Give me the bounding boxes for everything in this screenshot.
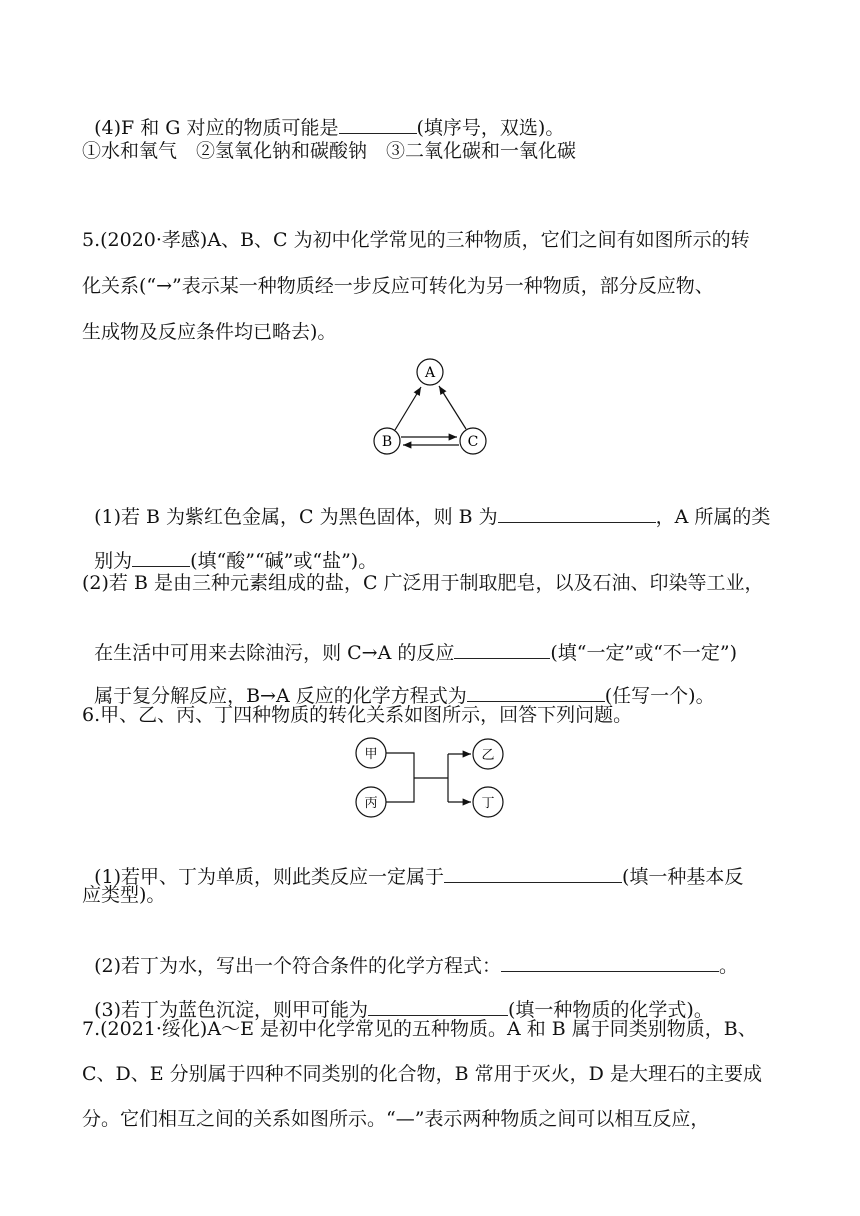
q7-line1: 7.(2021·绥化)A～E 是初中化学常见的五种物质。A 和 B 属于同类别物质，B、	[82, 1018, 757, 1040]
answer-blank[interactable]	[498, 504, 656, 523]
q7-line3: 分。它们相互之间的关系如图所示。“—”表示两种物质之间可以相互反应，	[82, 1108, 710, 1130]
q5-part1-line2	[82, 522, 377, 574]
q5-part2-text3-post: (任写一个)。	[604, 685, 715, 707]
node-a-label: A	[424, 365, 436, 381]
arrow-b-to-a	[395, 387, 421, 430]
q6-part1-text-post: (填一种基本反	[622, 866, 744, 888]
q5-stem-line2: 化关系(“→”表示某一种物质经一步反应可转化为另一种物质，部分反应物、	[82, 275, 714, 297]
node-c-label: C	[467, 434, 479, 450]
q4-options: ①水和氧气 ②氢氧化钠和碳酸钠 ③二氧化碳和一氧化碳	[82, 140, 577, 162]
answer-blank[interactable]	[132, 548, 190, 567]
q5-diagram	[360, 352, 500, 462]
q6-stem: 6.甲、乙、丙、丁四种物质的转化关系如图所示，回答下列问题。	[82, 704, 633, 726]
answer-blank[interactable]	[339, 115, 417, 134]
q6-part1-line2: 应类型)。	[82, 884, 166, 906]
q4-sub4-text: (4)F 和 G 对应的物质可能是	[94, 117, 339, 139]
q6-diagram	[350, 730, 520, 824]
q5-part1-text2: 别为	[94, 550, 133, 572]
answer-blank[interactable]	[501, 953, 719, 972]
node-ding-label: 丁	[481, 796, 495, 811]
answer-blank[interactable]	[467, 683, 605, 702]
answer-blank[interactable]	[368, 997, 508, 1016]
q5-part2-text-post: (填“一定”或“不一定”)	[550, 642, 738, 664]
q6-part1-text: (1)若甲、丁为单质，则此类反应一定属于	[94, 866, 445, 888]
q6-part3-text: (3)若丁为蓝色沉淀，则甲可能为	[94, 999, 369, 1021]
q5-part2-text: 在生活中可用来去除油污，则 C→A 的反应	[94, 642, 455, 664]
node-jia-label: 甲	[364, 747, 378, 762]
q6-part2-text: (2)若丁为水，写出一个符合条件的化学方程式：	[94, 955, 502, 977]
q6-part2-text-post: 。	[719, 955, 739, 977]
answer-blank[interactable]	[444, 864, 622, 883]
q5-stem-line3: 生成物及反应条件均已略去)。	[82, 321, 337, 343]
q5-part1-text: (1)若 B 为紫红色金属，C 为黑色固体，则 B 为	[94, 506, 498, 528]
q4-sub4-text-post: (填序号，双选)。	[416, 117, 565, 139]
q5-part1-text2-post: (填“酸”“碱”或“盐”)。	[190, 550, 378, 572]
q5-stem-line1: 5.(2020·孝感)A、B、C 为初中化学常见的三种物质，它们之间有如图所示的转	[82, 229, 750, 251]
reactant-bracket	[386, 753, 414, 802]
q6-part3-text-post: (填一种物质的化学式)。	[508, 999, 713, 1021]
arrow-c-to-a	[439, 386, 466, 429]
node-b-label: B	[381, 434, 393, 450]
node-bing-label: 丙	[364, 796, 378, 811]
node-yi-label: 乙	[481, 748, 495, 763]
q5-part1-text-post: ，A 所属的类	[655, 506, 771, 528]
q5-part2-line1: (2)若 B 是由三种元素组成的盐，C 广泛用于制取肥皂，以及石油、印染等工业，	[82, 572, 764, 594]
q6-part1-line1	[82, 838, 743, 890]
q4-sub4	[82, 89, 564, 141]
q7-line2: C、D、E 分别属于四种不同类别的化合物，B 常用于灭火，D 是大理石的主要成	[82, 1063, 762, 1085]
q5-part2-text3: 属于复分解反应，B→A 反应的化学方程式为	[94, 685, 467, 707]
